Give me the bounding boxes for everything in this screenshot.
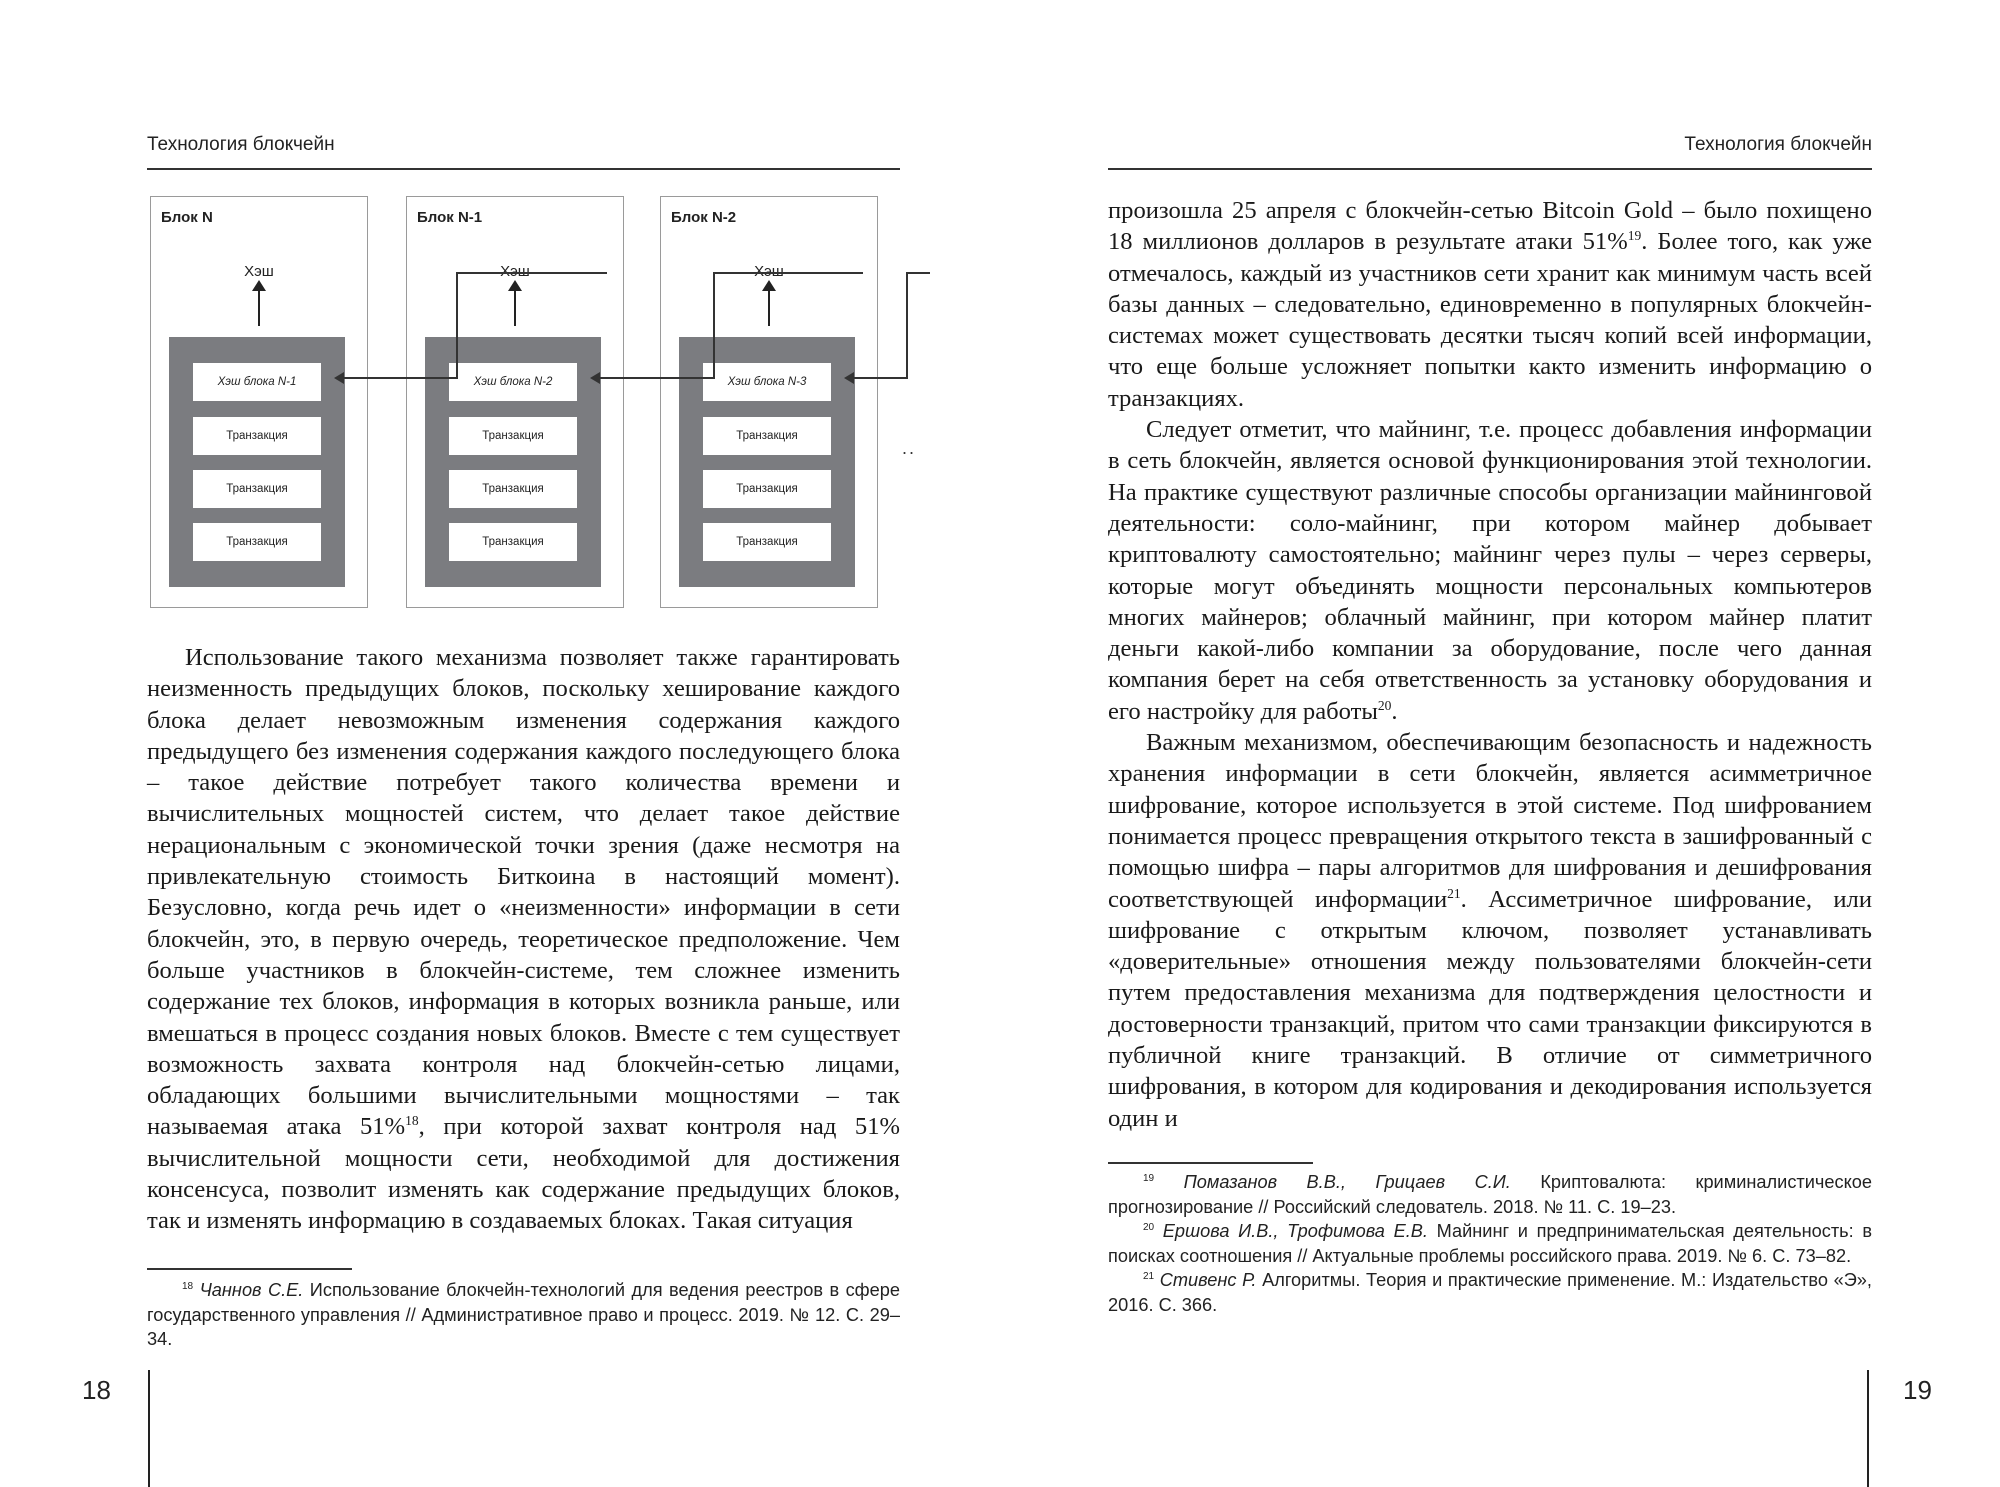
transaction-cell: Транзакция [449, 417, 577, 455]
footnote-author: Помазанов В.В., Грицаев С.И. [1183, 1172, 1511, 1192]
text-run: . Более того, как уже отмечалось, каждый из участников сети хранит как минимум часть всей базы данных – следовательно, единовременно в популярных блокчейн-системах может существовать десятки тысяч копий всей информации, что еще больше усложняет попытки както изменить информацию о транзакциях. [1108, 228, 1872, 412]
footnote-number: 20 [1143, 1221, 1155, 1233]
link-line [852, 377, 908, 379]
block-title: Блок N-2 [671, 209, 737, 226]
block-contents [679, 337, 855, 587]
link-line [456, 272, 607, 274]
prev-hash-cell: Хэш блока N-1 [193, 363, 321, 401]
prev-hash-cell: Хэш блока N-2 [449, 363, 577, 401]
paragraph [1108, 727, 1872, 1134]
prev-hash-cell: Хэш блока N-3 [703, 363, 831, 401]
footnote-number: 19 [1143, 1172, 1155, 1184]
block-n [150, 196, 368, 608]
transaction-cell: Транзакция [193, 470, 321, 508]
continuation-dots: .. [902, 438, 917, 458]
footnote-author: Стивенс Р. [1159, 1270, 1257, 1290]
transaction-cell: Транзакция [703, 470, 831, 508]
footnote-ref[interactable]: 20 [1377, 697, 1392, 713]
text-run: Использование такого механизма позволяет также гарантировать неизменность предыдущих блоков, поскольку хеширование каждого блока делает невозможным изменения содержания каждого предыдущего без изменения содержания каждого последующего блока – такое действие потребует такого количества времени и вычислительных мощностей систем, что делает такое действие нерациональным с экономической точки зрения (даже несмотря на привлекательную стоимость Биткоина в настоящий момент). Безусловно, когда речь идет о «неизменности» информации в сети блокчейн, это, в первую очередь, теоретическое предположение. Чем больше участников в блокчейн-системе, тем сложнее изменить содержание тех блоков, информация в которых возникла раньше, или вмешаться в процесс создания новых блоков. Вместе с тем существует возможность захвата контроля над блокчейн-сетью лицами, обладающих большими вычислительными мощностями – так называемая атака 51% [147, 644, 900, 1141]
footnotes [1108, 1170, 1872, 1317]
text-run: Важным механизмом, обеспечивающим безопасность и надежность хранения информации в сети блокчейн, является асимметричное шифрование, которое используется в этой системе. Под шифрованием понимается процесс превращения открытого текста в зашифрованный с помощью шифра – пары алгоритмов для шифрования и дешифрования соответствующей информации [1108, 729, 1872, 913]
text-run: произошла 25 апреля с блокчейн-сетью Bitcoin Gold – было похищено 18 миллионов долларов в результате атаки 51% [1108, 197, 1872, 256]
transaction-cell: Транзакция [703, 417, 831, 455]
arrow-left-icon [334, 372, 344, 384]
link-line [456, 272, 458, 379]
block-contents [169, 337, 345, 587]
transaction-cell: Транзакция [449, 523, 577, 561]
block-contents [425, 337, 601, 587]
body-text [147, 642, 900, 1237]
footnote-number: 18 [182, 1280, 194, 1292]
paragraph [1108, 414, 1872, 727]
running-header: Технология блокчейн [1684, 134, 1872, 155]
link-line [906, 272, 930, 274]
arrow-left-icon [590, 372, 600, 384]
footnote-rule [1108, 1162, 1313, 1164]
text-run: . Ассиметричное шифрование, или шифрование с открытым ключом, позволяет устанавливать «доверительные» отношения между пользователями блокчейн-сети путем предоставления механизма для подтверждения целостности и достоверности транзакций, притом что сами транзакции фиксируются в публичной книге транзакций. В отличие от симметричного шифрования, в котором для кодирования и декодирования используется один и [1108, 885, 1872, 1132]
body-text [1108, 195, 1872, 1134]
footnote [1108, 1219, 1872, 1268]
footnote-ref[interactable]: 21 [1447, 885, 1461, 901]
link-line [713, 272, 863, 274]
paragraph [1108, 195, 1872, 414]
arrow-up-icon [514, 288, 516, 326]
footnote-ref[interactable]: 18 [405, 1113, 419, 1129]
page-number: 18 [82, 1375, 111, 1405]
margin-bar [1867, 1370, 1869, 1487]
footnote-text: Алгоритмы. Теория и практические применение. М.: Издательство «Э», 2016. С. 366. [1108, 1270, 1872, 1315]
footnote-text: Использование блокчейн-технологий для ведения реестров в сфере государственного управления // Административное право и процесс. 2019. № 12. С. 29–34. [147, 1280, 900, 1349]
text-run: . [1391, 697, 1398, 725]
block-title: Блок N-1 [417, 209, 483, 226]
footnote [1108, 1268, 1872, 1317]
footnotes [147, 1278, 900, 1352]
link-line [906, 272, 908, 379]
block-n-1 [406, 196, 624, 608]
transaction-cell: Транзакция [193, 523, 321, 561]
arrow-up-icon [768, 288, 770, 326]
header-rule [147, 168, 900, 170]
blockchain-diagram [150, 196, 940, 610]
page-number: 19 [1903, 1375, 1932, 1405]
footnote-rule [147, 1268, 352, 1270]
link-line [713, 272, 715, 379]
paragraph [147, 642, 900, 1237]
block-n-2 [660, 196, 878, 608]
footnote [1108, 1170, 1872, 1219]
header-rule [1108, 168, 1872, 170]
arrow-up-icon [258, 288, 260, 326]
transaction-cell: Транзакция [449, 470, 577, 508]
right-page [1000, 0, 2000, 1487]
link-line [342, 377, 458, 379]
footnote-author: Чаннов С.Е. [199, 1280, 304, 1300]
footnote-ref[interactable]: 19 [1627, 228, 1642, 244]
text-run: Следует отметит, что майнинг, т.е. процесс добавления информации в сеть блокчейн, является основой функционирования этой технологии. На практике существуют различные способы организации майнинговой деятельности: соло-майнинг, при котором майнер добывает криптовалюту самостоятельно; майнинг через пулы – через серверы, которые могут объединять мощности персональных компьютеров многих майнеров; облачный майнинг, при котором майнер платит деньги какой-либо компании за оборудование, после чего данная компания берет на себя ответственность за установку оборудования и его настройку для работы [1108, 416, 1872, 725]
text-run: , при которой захват контроля над 51% вычислительной мощности сети, необходимой для достижения консенсуса, позволит изменять как содержание предыдущих блоков, так и изменять информацию в создаваемых блоках. Такая ситуация [147, 1113, 900, 1235]
block-hash-label: Хэш [244, 263, 274, 280]
transaction-cell: Транзакция [193, 417, 321, 455]
footnote-author: Ершова И.В., Трофимова Е.В. [1162, 1221, 1428, 1241]
footnote [147, 1278, 900, 1352]
footnote-text: Криптовалюта: криминалистическое прогнозирование // Российский следователь. 2018. № 11. С. 19–23. [1108, 1172, 1872, 1217]
running-header: Технология блокчейн [147, 134, 335, 155]
arrow-left-icon [844, 372, 854, 384]
margin-bar [148, 1370, 150, 1487]
block-title: Блок N [161, 209, 213, 226]
link-line [598, 377, 715, 379]
footnote-text: Майнинг и предпринимательская деятельность: в поисках соотношения // Актуальные проблемы российского права. 2019. № 6. С. 73–82. [1108, 1221, 1872, 1266]
footnote-number: 21 [1143, 1270, 1155, 1282]
transaction-cell: Транзакция [703, 523, 831, 561]
